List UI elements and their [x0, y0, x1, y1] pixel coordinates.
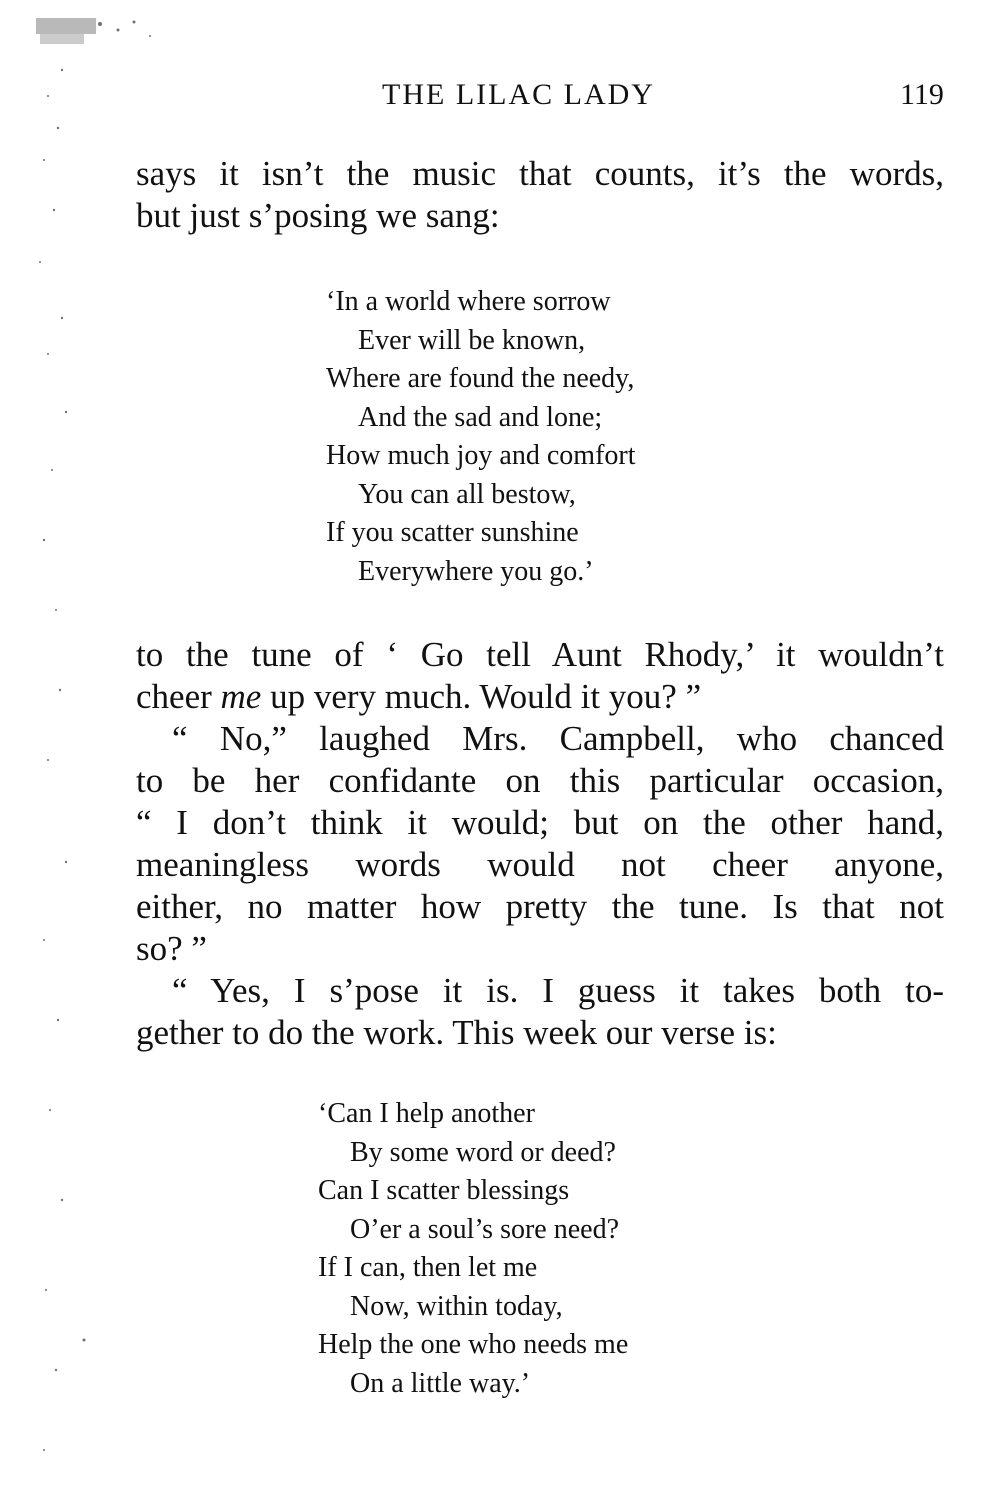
- verse-stanza-1: [326, 283, 636, 591]
- text-line: but just s’posing we sang:: [136, 196, 500, 235]
- verse-line: O’er a soul’s sore need?: [350, 1213, 620, 1245]
- emphasis-word: me: [220, 677, 262, 716]
- text-fragment: up very much. Would it you? ”: [261, 677, 702, 716]
- text-line: gether to do the work. This week our verse is:: [136, 1013, 777, 1052]
- verse-line: Ever will be known,: [358, 324, 586, 356]
- running-head: THE LILAC LADY: [382, 78, 655, 111]
- text-line: “ Yes, I s’pose it is. I guess it takes both to-: [172, 971, 944, 1010]
- verse-line: Can I scatter blessings: [318, 1175, 570, 1206]
- page-number: 119: [900, 78, 944, 111]
- verse-line: And the sad and lone;: [358, 401, 603, 433]
- text-line: [136, 676, 944, 718]
- verse-line: Everywhere you go.’: [358, 555, 594, 587]
- verse-line: Help the one who needs me: [318, 1329, 629, 1360]
- page-header: [0, 78, 1000, 118]
- verse-line: By some word or deed?: [350, 1136, 616, 1168]
- verse-line: Now, within today,: [350, 1290, 563, 1322]
- text-line: to be her confidante on this particular occasion,: [136, 761, 944, 800]
- verse-line: If you scatter sunshine: [326, 517, 579, 548]
- verse-line: How much joy and comfort: [326, 440, 636, 471]
- text-line: to the tune of ‘ Go tell Aunt Rhody,’ it wouldn’t: [136, 635, 944, 674]
- text-fragment: cheer: [136, 677, 221, 716]
- verse-line: On a little way.’: [350, 1367, 531, 1399]
- text-line: meaningless words would not cheer anyone,: [136, 845, 944, 884]
- text-line: “ No,” laughed Mrs. Campbell, who chanced: [172, 719, 944, 758]
- prose-block-1: [136, 153, 944, 237]
- verse-stanza-2: [318, 1095, 628, 1403]
- text-line: says it isn’t the music that counts, it’s the words,: [136, 154, 944, 193]
- text-line: so? ”: [136, 929, 207, 968]
- verse-line: ‘In a world where sorrow: [326, 286, 611, 317]
- verse-line: You can all bestow,: [358, 478, 576, 510]
- verse-line: ‘Can I help another: [318, 1098, 535, 1129]
- text-line: “ I don’t think it would; but on the other hand,: [136, 803, 944, 842]
- verse-line: Where are found the needy,: [326, 363, 635, 394]
- prose-block-2: [136, 634, 944, 1054]
- verse-line: If I can, then let me: [318, 1252, 538, 1283]
- text-line: either, no matter how pretty the tune. Is that not: [136, 887, 944, 926]
